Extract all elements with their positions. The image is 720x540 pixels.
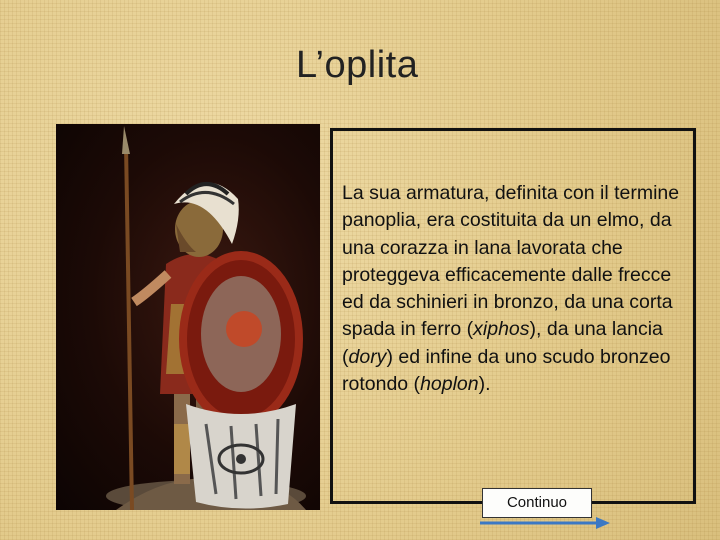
description-text-part: ) ed infine da uno scudo bronzeo rotondo ( <box>342 345 671 396</box>
continue-button[interactable]: Continuo <box>482 488 592 518</box>
arrow-right-icon[interactable] <box>480 517 612 529</box>
description-text <box>342 180 694 398</box>
description-text-part: ), da una lancia ( <box>342 318 663 368</box>
slide-title: L’oplita <box>296 44 419 86</box>
term-dory: dory <box>348 345 387 368</box>
hoplite-figure-image <box>56 124 320 510</box>
description-text-box <box>330 128 696 504</box>
description-text-part: La sua armatura, definita con il termine panoplia, era costituita da un elmo, da una corazza in lana lavorata che proteggeva efficacemente dalle frecce ed da schinieri in bronzo, da una corta spada in ferro ( <box>342 182 680 341</box>
term-xiphos: xiphos <box>473 318 530 341</box>
term-hoplon: hoplon <box>420 373 479 396</box>
description-text-part: ). <box>478 373 491 396</box>
